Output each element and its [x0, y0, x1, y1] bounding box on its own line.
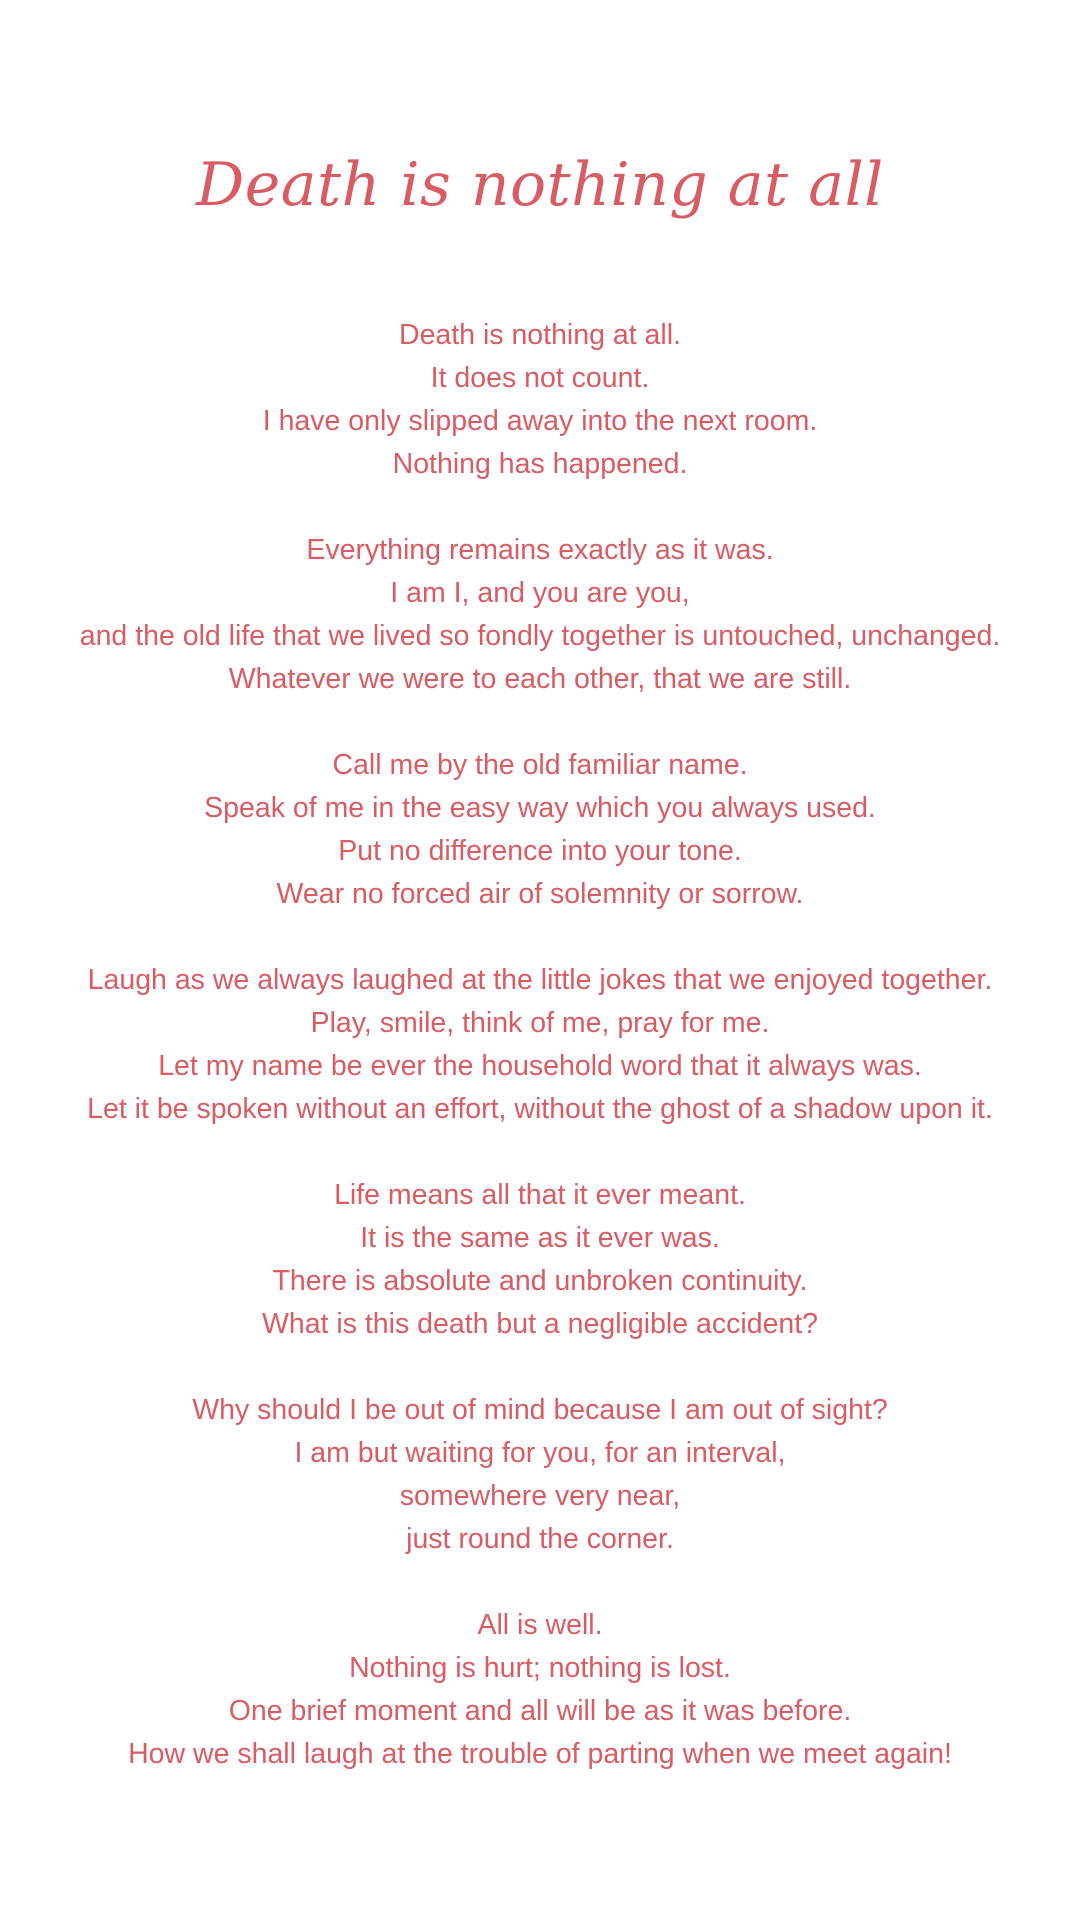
poem-line: I have only slipped away into the next room. — [262, 405, 818, 437]
poem-line: just round the corner. — [406, 1523, 674, 1555]
poem-line: Death is nothing at all. — [398, 319, 681, 351]
stanza — [0, 1604, 1080, 1776]
stanza — [0, 959, 1080, 1131]
poem-line: Let it be spoken without an effort, without the ghost of a shadow upon it. — [87, 1093, 993, 1125]
poem-line: All is well. — [477, 1609, 603, 1641]
poem-title: Death is nothing at all — [196, 150, 884, 220]
poem-line: Whatever we were to each other, that we are still. — [228, 663, 852, 695]
poem-line: Why should I be out of mind because I am out of sight? — [192, 1394, 888, 1426]
poem-line: Nothing has happened. — [392, 448, 688, 480]
poem-line: I am I, and you are you, — [390, 577, 690, 609]
poem-line: How we shall laugh at the trouble of parting when we meet again! — [128, 1738, 952, 1770]
stanza — [0, 314, 1080, 486]
poem-body — [0, 314, 1080, 1819]
poem-line: One brief moment and all will be as it was before. — [228, 1695, 852, 1727]
poem-line: Speak of me in the easy way which you always used. — [204, 792, 876, 824]
poem-line: Life means all that it ever meant. — [334, 1179, 746, 1211]
stanza — [0, 744, 1080, 916]
poem-line: It is the same as it ever was. — [360, 1222, 720, 1254]
poem-line: I am but waiting for you, for an interval, — [294, 1437, 786, 1469]
poem-line: Let my name be ever the household word that it always was. — [158, 1050, 922, 1082]
poem-line: somewhere very near, — [399, 1480, 681, 1512]
poem-line: and the old life that we lived so fondly together is untouched, unchanged. — [79, 620, 1001, 652]
poem-line: What is this death but a negligible accident? — [261, 1308, 819, 1340]
poem-line: Nothing is hurt; nothing is lost. — [349, 1652, 731, 1684]
poem-line: Call me by the old familiar name. — [332, 749, 748, 781]
poem-line: Put no difference into your tone. — [338, 835, 742, 867]
poem-line: Play, smile, think of me, pray for me. — [310, 1007, 770, 1039]
poem-line: Laugh as we always laughed at the little jokes that we enjoyed together. — [87, 964, 993, 996]
stanza — [0, 1174, 1080, 1346]
poem-line: Wear no forced air of solemnity or sorrow. — [276, 878, 804, 910]
stanza — [0, 529, 1080, 701]
poem-line: It does not count. — [430, 362, 650, 394]
stanza — [0, 1389, 1080, 1561]
poem-line: There is absolute and unbroken continuity. — [272, 1265, 808, 1297]
poem-line: Everything remains exactly as it was. — [306, 534, 774, 566]
